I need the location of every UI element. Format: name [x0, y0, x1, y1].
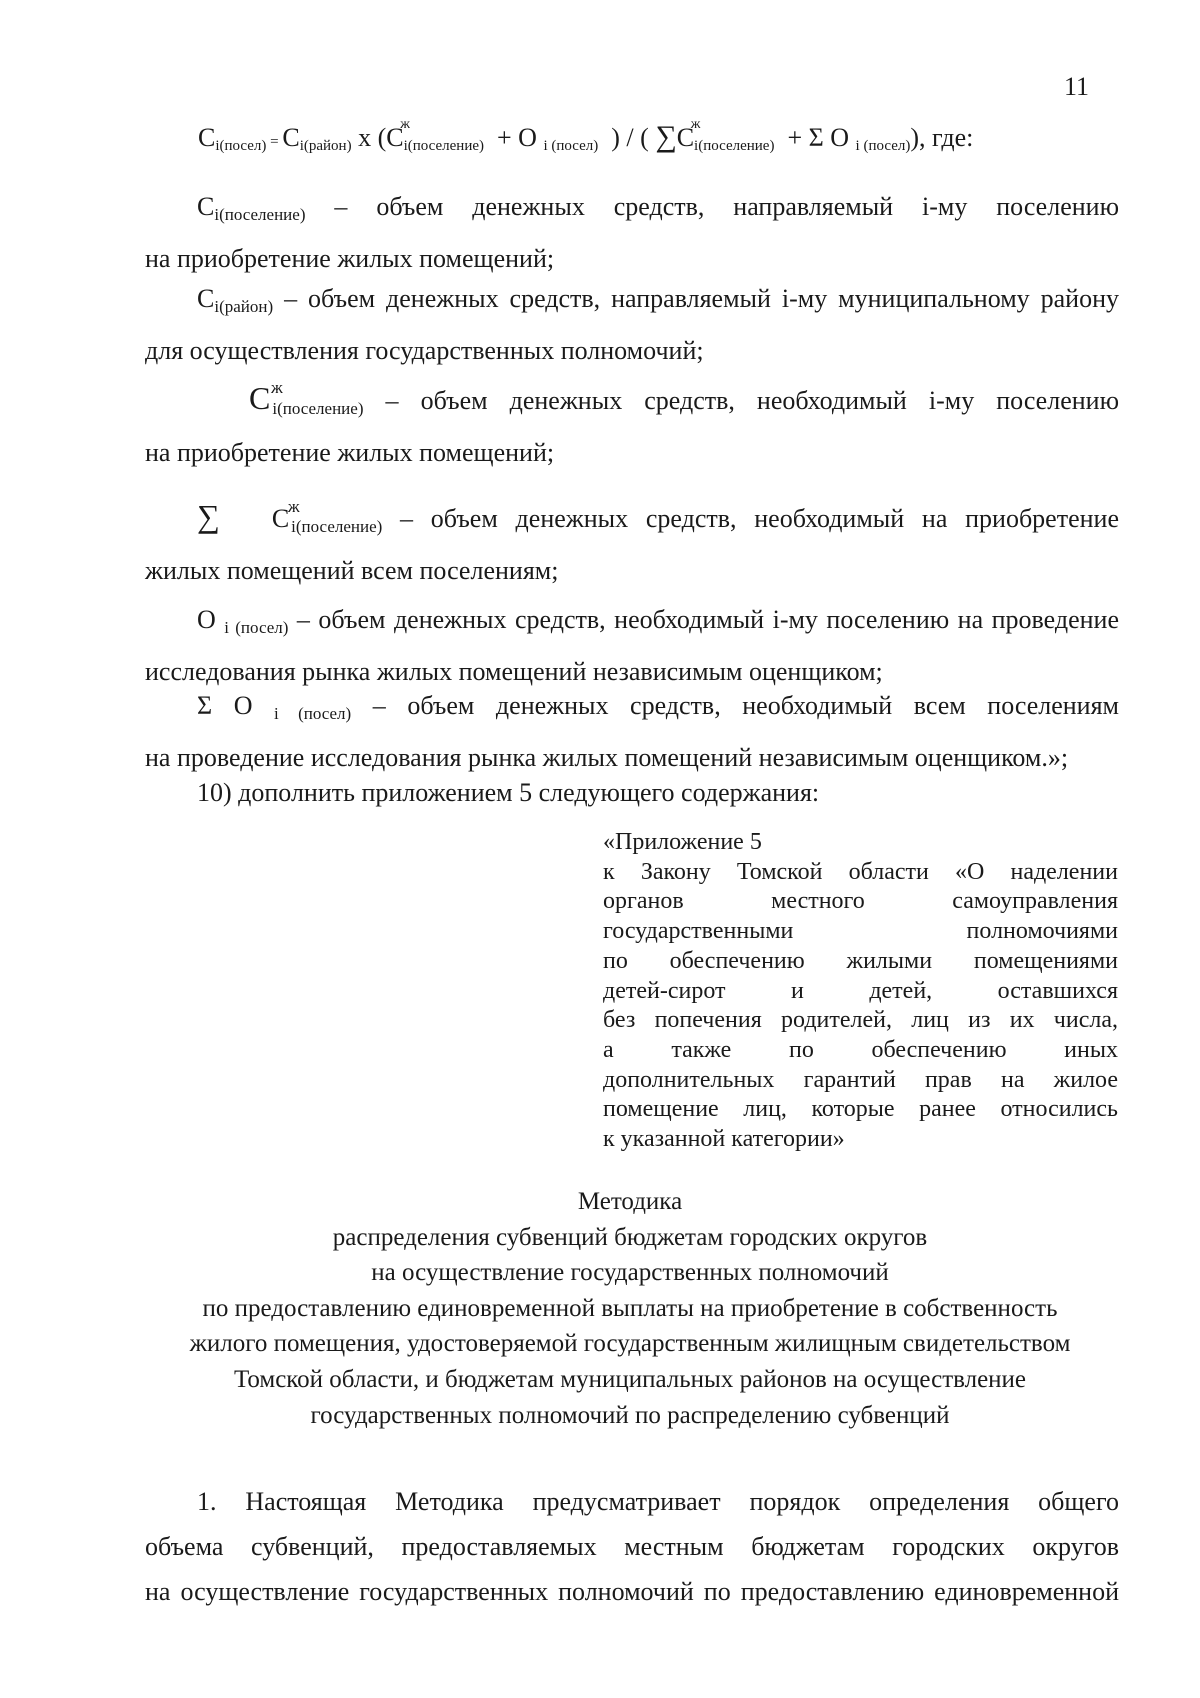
definition-c-housing-need: C ж $_{i(поселение)}$ – объем денежных средств, необходимый i-му поселению на приобретение жилых помещений; — [145, 378, 1119, 467]
distribution-formula: $C_{i(посел)} = C_{i(район)}$ х (C ж $_{i(поселение)}$ + O $_{i (посел)}$ ) / ( ∑C ж $_{i(поселение)}$ + Σ O $_{i (посел)}$), где: — [198, 117, 974, 154]
definition-sum-o-appraisal: Σ O $_{i (посел)}$ – объем денежных средств, необходимый всем поселениям на проведение исследования рынка жилых помещений независимым оценщиком.»; — [145, 691, 1119, 772]
methodology-title: Методика распределения субвенций бюджетам городских округов на осуществление государственных полномочий по предоставлению единовременной выплаты на приобретение в собственность жилого помещения, удостоверяемой государственным жилищным свидетельством Томской области, и бюджетам муниципальных районов на осуществление государственных полномочий по распределению субвенций — [189, 1188, 1071, 1429]
definition-c-district: $C_{i(район)}$ – объем денежных средств, направляемый i-му муниципальному району для осуществления государственных полномочий; — [145, 284, 1119, 365]
definition-o-appraisal: O $_{i (посел)}$ – объем денежных средств, необходимый i-му поселению на проведение исследования рынка жилых помещений независимым оценщиком; — [145, 605, 1119, 686]
definition-sum-c-housing-need: ∑ C ж $_{i(поселение)}$ – объем денежных средств, необходимый на приобретение жилых помещений всем поселениям; — [145, 497, 1119, 585]
page-number: 11 — [1064, 72, 1090, 101]
item-10: 10) дополнить приложением 5 следующего содержания: — [197, 778, 820, 807]
definition-c-settlement: $C_{i(поселение)}$ – объем денежных средств, направляемый i-му поселению на приобретение жилых помещений; — [145, 192, 1119, 273]
appendix-reference: «Приложение 5 к Закону Томской области «О наделении органов местного самоуправления государственными полномочиями по обеспечению жилыми помещениями детей-сирот и детей, оставшихся без попечения родителей, лиц из их числа, а также по обеспечению иных дополнительных гарантий прав на жилое помещение лиц, которые ранее относились к указанной категории» — [603, 829, 1118, 1153]
paragraph-1: 1. Настоящая Методика предусматривает порядок определения общего объема субвенций, предоставляемых местным бюджетам городских округов на осуществление государственных полномочий по предоставлению единовременной — [145, 1487, 1119, 1606]
